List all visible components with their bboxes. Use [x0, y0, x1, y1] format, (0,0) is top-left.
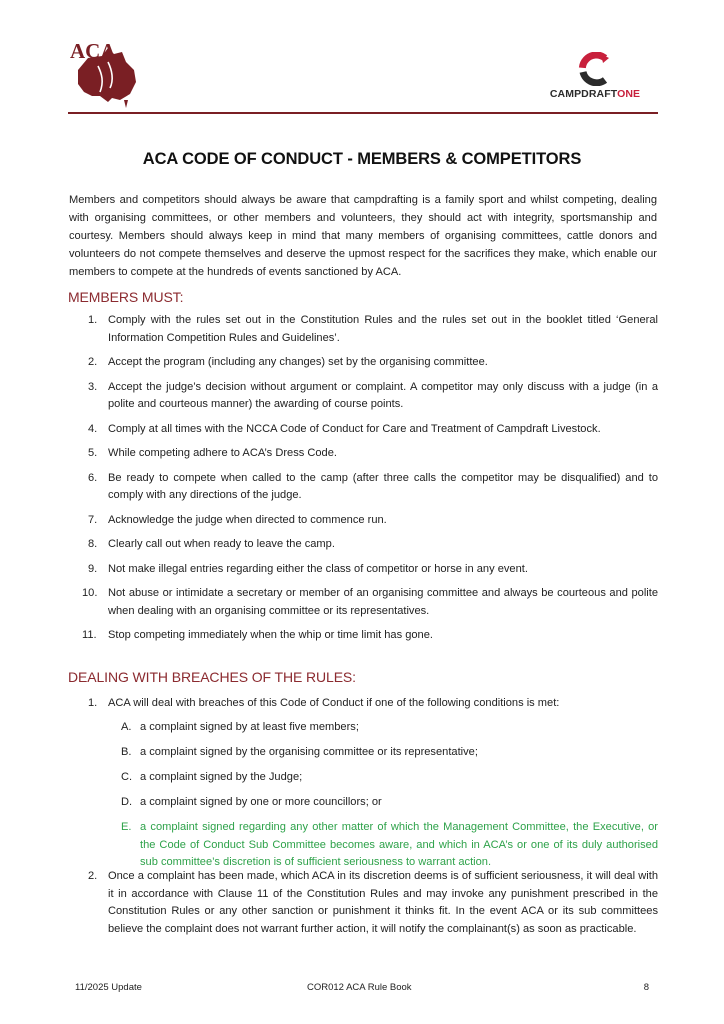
- page-title: ACA CODE OF CONDUCT - MEMBERS & COMPETITORS: [142, 150, 582, 168]
- footer-update-date: 11/2025 Update: [75, 982, 142, 993]
- list-item: 6. Be ready to compete when called to the camp (after three calls the competitor may be disqualified) and to comply with any directions of the judge.: [88, 471, 658, 501]
- members-must-list: [68, 312, 658, 645]
- campdraftone-c-icon: [575, 52, 615, 86]
- aca-logo-icon: [68, 36, 142, 110]
- list-item: B. a complaint signed by the organising committee or its representative;: [121, 746, 478, 758]
- list-item: D. a complaint signed by one or more councillors; or: [121, 796, 382, 808]
- header-divider: [68, 112, 658, 114]
- list-item: 10. Not abuse or intimidate a secretary or member of an organising committee and always be courteous and polite when dealing with an organising committee or its representatives.: [82, 587, 658, 617]
- footer-page-number: 8: [643, 982, 649, 993]
- breaches-heading: DEALING WITH BREACHES OF THE RULES:: [68, 669, 356, 685]
- list-item: 7. Acknowledge the judge when directed to commence run.: [88, 513, 387, 526]
- footer-document-title: COR012 ACA Rule Book: [307, 982, 412, 993]
- members-must-heading: MEMBERS MUST:: [68, 289, 184, 305]
- list-item: 2. Once a complaint has been made, which ACA in its discretion deems is of sufficient seriousness, it will deal with it in accordance with Clause 11 of the Constitution Rules and may invoke any punishment prescribed in the Constitution Rules or any other sanction or punishment it thinks fit. In the event ACA or its sub committees believe the complaint does not warrant further action, it will notify the complainant(s) as soon as practicable.: [88, 870, 658, 935]
- list-item: C. a complaint signed by the Judge;: [121, 771, 303, 783]
- list-item: 11. Stop competing immediately when the whip or time limit has gone.: [82, 629, 433, 641]
- list-item: 1. Comply with the rules set out in the Constitution Rules and the rules set out in the booklet titled ‘General Information Competition Rules and Guidelines’.: [88, 314, 658, 344]
- list-item: 2. Accept the program (including any changes) set by the organising committee.: [88, 356, 488, 368]
- list-item: 1. ACA will deal with breaches of this Code of Conduct if one of the following conditions is met:: [88, 697, 560, 709]
- campdraftone-wordmark: CAMPDRAFTONE: [549, 88, 641, 100]
- breaches-conditions-list: [68, 719, 658, 872]
- list-item-highlighted: E. a complaint signed regarding any other matter of which the Management Committee, the Executive, or the Code of Conduct Sub Committee becomes aware, and which in ACA’s or one of its duly authorised sub committee’s discretion is of sufficient seriousness to warrant action.: [121, 821, 658, 868]
- list-item: 4. Comply at all times with the NCCA Code of Conduct for Care and Treatment of Campdraft Livestock.: [88, 422, 601, 435]
- breaches-list-continued: [68, 868, 658, 938]
- intro-paragraph: Members and competitors should always be aware that campdrafting is a family sport and whilst competing, dealing with organising committees, or other members and volunteers, they should act with integrity, sportsmanship and courtesy. Members should always keep in mind that many members of organising committees, cattle donors and volunteers do not compete themselves and deserve the upmost respect for the sacrifices they make, which enable our members to compete at the hundreds of events sanctioned by ACA.: [69, 194, 657, 279]
- svg-text:ACA: ACA: [70, 39, 116, 63]
- list-item: 8. Clearly call out when ready to leave the camp.: [88, 538, 335, 550]
- breaches-list: [68, 695, 658, 719]
- list-item: A. a complaint signed by at least five members;: [121, 721, 359, 733]
- list-item: 5. While competing adhere to ACA’s Dress Code.: [88, 447, 337, 459]
- campdraftone-logo: [540, 52, 650, 112]
- page-header: [68, 30, 658, 114]
- list-item: 9. Not make illegal entries regarding either the class of competitor or horse in any event.: [88, 562, 528, 575]
- list-item: 3. Accept the judge’s decision without argument or complaint. A competitor may only discuss with a judge (in a polite and courteous manner) the awarding of course points.: [88, 380, 658, 410]
